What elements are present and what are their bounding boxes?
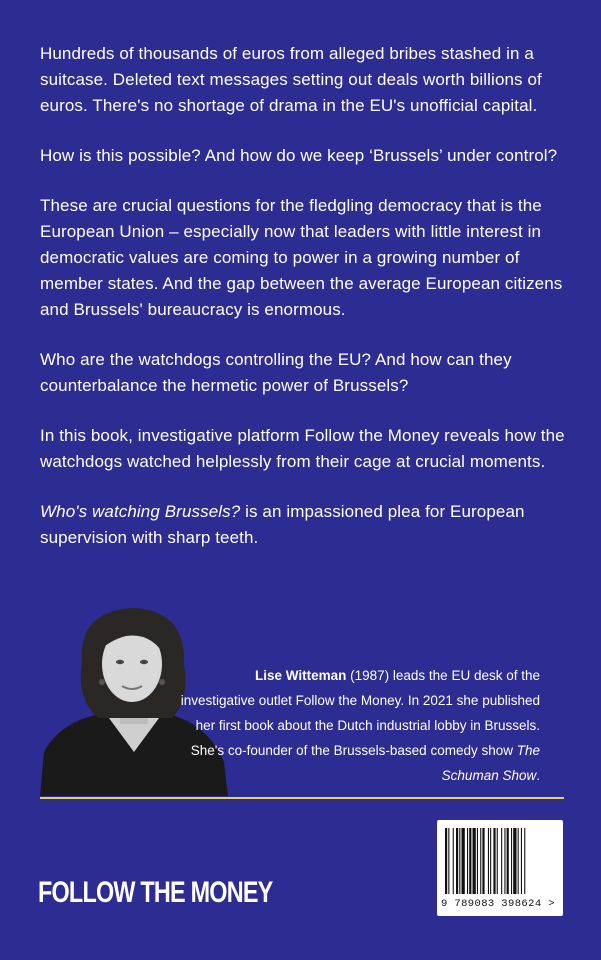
- blurb-paragraph-5: In this book, investigative platform Follow the Money reveals how the watchdogs watched helplessly from their cage at crucial moments.: [40, 426, 565, 471]
- blurb-paragraph-2: How is this possible? And how do we keep ‘Brussels’ under control?: [40, 146, 558, 165]
- comedy-show-title: The Schuman Show: [441, 743, 540, 783]
- author-bio-end: .: [536, 768, 540, 783]
- book-title: Who's watching Brussels?: [40, 502, 241, 521]
- isbn-barcode: [437, 820, 563, 916]
- blurb-paragraph-6-rest: is an impassioned plea for European supervision with sharp teeth.: [40, 502, 525, 547]
- blurb-paragraph-3: These are crucial questions for the fledgling democracy that is the European Union – especially now that leaders with little interest in democratic values are coming to power in a growing number of member states. And the gap between the average European citizens and Brussels' bureaucracy is enormous.: [40, 196, 563, 319]
- publisher-logo: FOLLOW THE MONEY: [38, 876, 273, 909]
- blurb-paragraph-1: Hundreds of thousands of euros from alleged bribes stashed in a suitcase. Deleted text messages setting out deals worth billions of euros. There's no shortage of drama in the EU's unofficial capital.: [40, 44, 542, 115]
- isbn-number: 9 789083 398624 >: [441, 898, 555, 910]
- divider-rule: [40, 797, 564, 799]
- blurb-paragraph-4: Who are the watchdogs controlling the EU? And how can they counterbalance the hermetic power of Brussels?: [40, 350, 512, 395]
- author-bio: [180, 663, 540, 788]
- blurb-paragraph-6: [40, 499, 580, 551]
- author-bio-text: (1987) leads the EU desk of the investigative outlet Follow the Money. In 2021 she published her first book about the Dutch industrial lobby in Brussels. She's co-founder of the Brussels-based comedy show: [180, 668, 540, 758]
- back-cover-blurb: [40, 41, 580, 575]
- barcode-bars: [445, 828, 555, 894]
- author-name: Lise Witteman: [254, 668, 347, 683]
